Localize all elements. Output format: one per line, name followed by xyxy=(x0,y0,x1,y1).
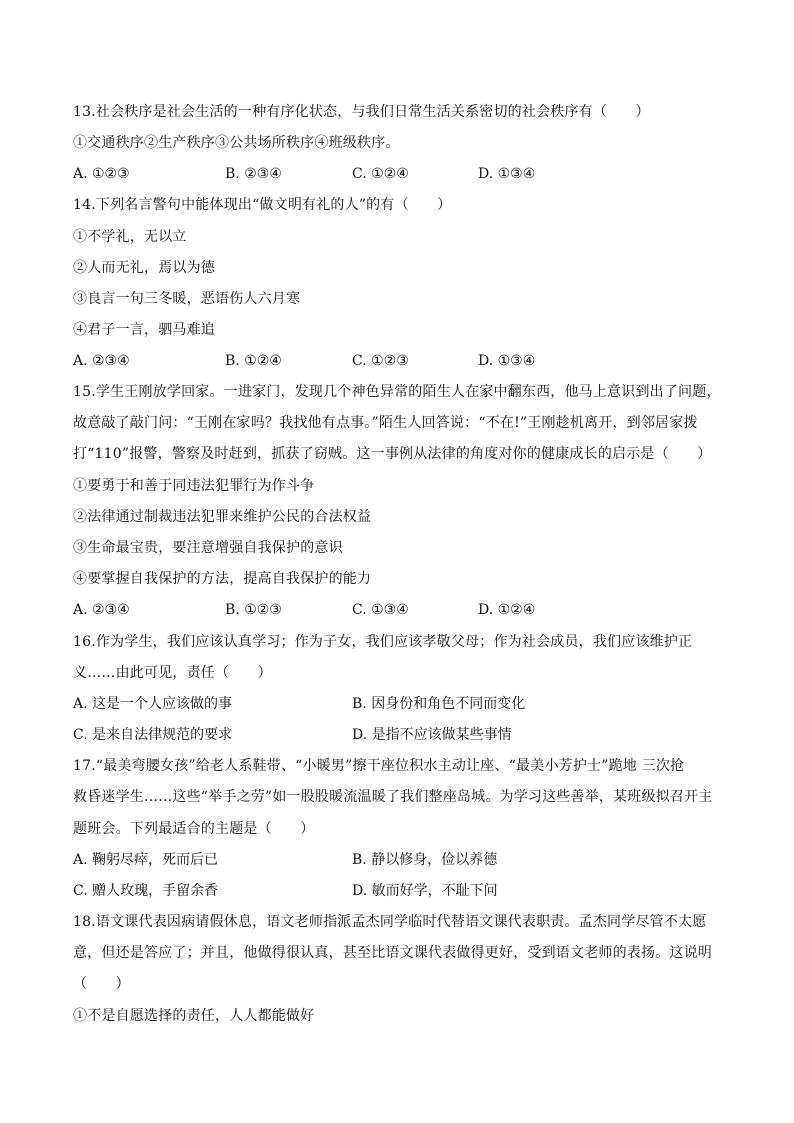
q13-option-a[interactable]: A. ①②③ xyxy=(73,166,130,182)
q17-options-row-2 xyxy=(73,881,733,901)
q15-options xyxy=(73,600,733,620)
q17-option-b[interactable]: B. 静以修身，俭以养德 xyxy=(352,852,498,868)
q14-item-4: ④君子一言，驷马难追 xyxy=(73,322,215,338)
q14-item-1: ①不学礼，无以立 xyxy=(73,229,187,245)
q15-option-a[interactable]: A. ②③④ xyxy=(73,602,130,618)
q16-option-c[interactable]: C. 是来自法律规范的要求 xyxy=(73,727,233,743)
q18-stem-line-2: 意，但还是答应了；并且，他做得很认真，甚至比语文课代表做得更好，受到语文老师的表扬。这说明 xyxy=(73,945,712,961)
q13-option-c[interactable]: C. ①②④ xyxy=(352,166,409,182)
q17-option-a[interactable]: A. 鞠躬尽瘁，死而后已 xyxy=(73,852,219,868)
q16-stem-line-2: 义……由此可见，责任（ ） xyxy=(73,665,272,681)
q14-option-b[interactable]: B. ①②④ xyxy=(225,353,282,369)
q15-stem-line-1: 15.学生王刚放学回家。一进家门，发现几个神色异常的陌生人在家中翻东西，他马上意识到出了问题， xyxy=(73,384,721,400)
q14-option-c[interactable]: C. ①②③ xyxy=(352,353,409,369)
q13-stem: 13.社会秩序是社会生活的一种有序化状态，与我们日常生活关系密切的社会秩序有（ ） xyxy=(73,104,650,120)
q17-option-c[interactable]: C. 赠人玫瑰，手留余香 xyxy=(73,883,219,899)
q14-options xyxy=(73,351,733,371)
q17-options-row-1 xyxy=(73,850,733,870)
q18-stem-line-3: （ ） xyxy=(73,976,130,992)
q16-stem-line-1: 16.作为学生，我们应该认真学习；作为子女，我们应该孝敬父母；作为社会成员，我们应该维护正 xyxy=(73,634,693,650)
q18-item-1: ①不是自愿选择的责任，人人都能做好 xyxy=(73,1008,315,1024)
q14-item-3: ③良言一句三冬暖，恶语伤人六月寒 xyxy=(73,291,301,307)
q14-option-a[interactable]: A. ②③④ xyxy=(73,353,130,369)
q13-option-d[interactable]: D. ①③④ xyxy=(478,166,536,182)
q17-stem-line-2: 救昏迷学生……这些“举手之劳”如一股股暖流温暖了我们整座岛城。为学习这些善举，某班级拟召开主 xyxy=(73,789,713,805)
q15-item-4: ④要掌握自我保护的方法，提高自我保护的能力 xyxy=(73,571,372,587)
q15-option-d[interactable]: D. ①②④ xyxy=(478,602,536,618)
q14-option-d[interactable]: D. ①③④ xyxy=(478,353,536,369)
q17-stem-line-1: 17.“最美弯腰女孩”给老人系鞋带、“小暖男”擦干座位积水主动让座、“最美小芳护士”跪地 三次抢 xyxy=(73,758,685,774)
q16-option-a[interactable]: A. 这是一个人应该做的事 xyxy=(73,696,233,712)
q16-option-d[interactable]: D. 是指不应该做某些事情 xyxy=(352,727,512,743)
q15-item-1: ①要勇于和善于同违法犯罪行为作斗争 xyxy=(73,478,315,494)
q13-options xyxy=(73,164,733,184)
q15-item-2: ②法律通过制裁违法犯罪来维护公民的合法权益 xyxy=(73,509,372,525)
q15-option-b[interactable]: B. ①②③ xyxy=(225,602,282,618)
q14-item-2: ②人而无礼，焉以为德 xyxy=(73,260,215,276)
q15-stem-line-2: 故意敲了敲门问：“王刚在家吗？我找他有点事。”陌生人回答说：“不在!”王刚趁机离开，到邻居家拨 xyxy=(73,415,698,431)
q17-stem-line-3: 题班会。下列最适合的主题是（ ） xyxy=(73,821,315,837)
q13-option-b[interactable]: B. ②③④ xyxy=(225,166,282,182)
q16-options-row-2 xyxy=(73,725,733,745)
q15-stem-line-3: 打“110”报警，警察及时赶到，抓获了窃贼。这一事例从法律的角度对你的健康成长的启示是（ ） xyxy=(73,446,712,462)
q16-options-row-1 xyxy=(73,694,733,714)
q17-option-d[interactable]: D. 敏而好学，不耻下问 xyxy=(352,883,498,899)
q13-items: ①交通秩序②生产秩序③公共场所秩序④班级秩序。 xyxy=(73,135,400,151)
q14-stem: 14.下列名言警句中能体现出“做文明有礼的人”的有（ ） xyxy=(73,197,452,213)
q18-stem-line-1: 18.语文课代表因病请假休息，语文老师指派孟杰同学临时代替语文课代表职责。孟杰同学尽管不太愿 xyxy=(73,914,707,930)
q15-option-c[interactable]: C. ①③④ xyxy=(352,602,409,618)
q16-option-b[interactable]: B. 因身份和角色不同而变化 xyxy=(352,696,526,712)
q15-item-3: ③生命最宝贵，要注意增强自我保护的意识 xyxy=(73,540,343,556)
